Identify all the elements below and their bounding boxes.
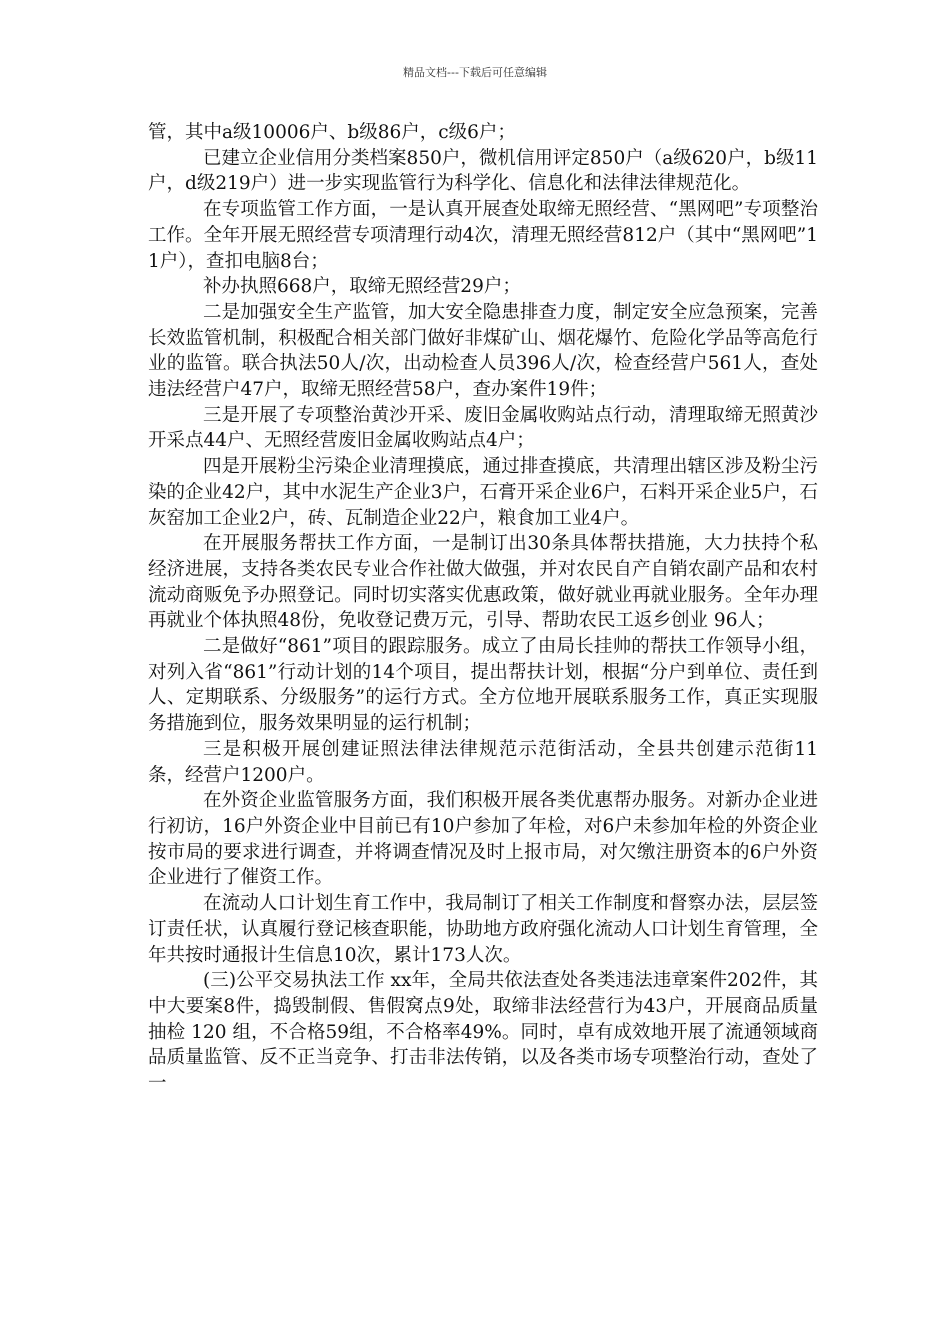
paragraph: 在外资企业监管服务方面，我们积极开展各类优惠帮办服务。对新办企业进行初访，16户外资企业中目前已有10户参加了年检，对6户未参加年检的外资企业按市局的要求进行调查，并将调查情况及时上报市局，对欠缴注册资本的6户外资企业进行了催资工作。 <box>148 790 818 889</box>
paragraph: 在专项监管工作方面，一是认真开展查处取缔无照经营、“黑网吧”专项整治工作。全年开展无照经营专项清理行动4次，清理无照经营812户（其中“黑网吧”11户），查扣电脑8台； <box>148 199 818 272</box>
paragraph: 二是做好“861”项目的跟踪服务。成立了由局长挂帅的帮扶工作领导小组，对列入省“861”行动计划的14个项目，提出帮扶计划，根据“分户到单位、责任到人、定期联系、分级服务”的运行方式。全方位地开展联系服务工作，真正实现服务措施到位，服务效果明显的运行机制； <box>148 636 818 735</box>
paragraph: 管，其中a级10006户、b级86户，c级6户； <box>148 122 516 143</box>
paragraph: 已建立企业信用分类档案850户，微机信用评定850户（a级620户，b级11户，d级219户）进一步实现监管行为科学化、信息化和法律法律规范化。 <box>148 147 818 195</box>
paragraph: 补办执照668户，取缔无照经营29户； <box>203 276 521 298</box>
paragraph: 三是开展了专项整治黄沙开采、废旧金属收购站点行动，清理取缔无照黄沙开采点44户、无照经营废旧金属收购站点4户； <box>148 404 818 452</box>
paragraph: 在开展服务帮扶工作方面，一是制订出30条具体帮扶措施，大力扶持个私经济进展，支持各类农民专业合作社做大做强，并对农民自产自销农副产品和农村流动商贩免予办照登记。同时切实落实优惠政策，做好就业再就业服务。全年办理再就业个体执照48份，免收登记费万元，引导、帮助农民工返乡创业 96人； <box>148 533 818 632</box>
paragraph: 四是开展粉尘污染企业清理摸底，通过排查摸底，共清理出辖区涉及粉尘污染的企业42户，其中水泥生产企业3户，石膏开采企业6户，石料开采企业5户，石灰窑加工企业2户，砖、瓦制造企业22户，粮食加工业4户。 <box>148 456 818 529</box>
paragraph: 在流动人口计划生育工作中，我局制订了相关工作制度和督察办法，层层签订责任状，认真履行登记核查职能，协助地方政府强化流动人口计划生育管理，全年共按时通报计生信息10次，累计173人次。 <box>148 893 818 966</box>
paragraph: 三是积极开展创建证照法律法律规范示范街活动，全县共创建示范街11条，经营户1200户。 <box>148 738 818 786</box>
paragraph: (三)公平交易执法工作 xx年，全局共依法查处各类违法违章案件202件，其中大要案8件，捣毁制假、售假窝点9处，取缔非法经营行为43户，开展商品质量抽检 120 组，不合格59组，不合格率49%。同时，卓有成效地开展了流通领域商品质量监管、反不正当竞争、打击非法传销，以及各类市场专项整治行动，查处了一 <box>148 970 818 1095</box>
document-body <box>148 120 818 1097</box>
page-header: 精品文档---下载后可任意编辑 <box>403 66 547 79</box>
paragraph: 二是加强安全生产监管，加大安全隐患排查力度，制定安全应急预案，完善长效监管机制，积极配合相关部门做好非煤矿山、烟花爆竹、危险化学品等高危行业的监管。联合执法50人/次，出动检查人员396人/次，检查经营户561人，查处违法经营户47户，取缔无照经营58户，查办案件19件； <box>148 301 818 401</box>
